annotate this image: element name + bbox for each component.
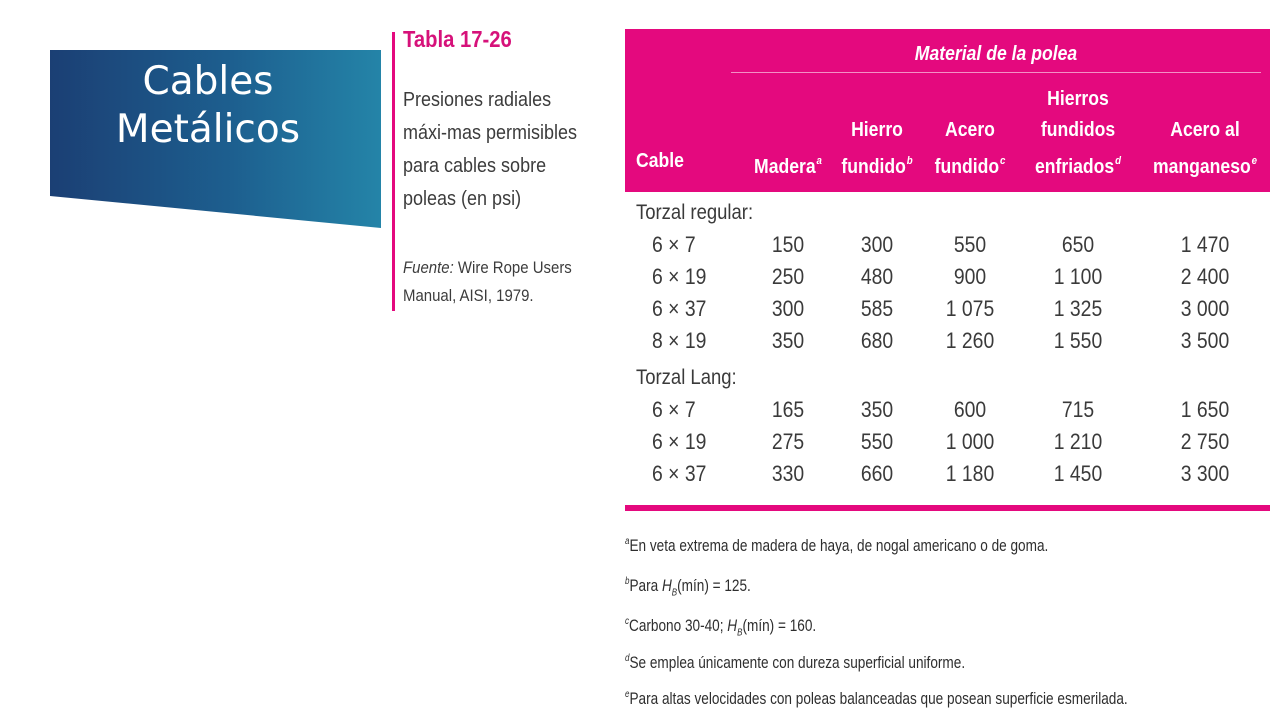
pressure-value: 330 <box>771 461 805 486</box>
hardness-symbol: H <box>727 616 738 635</box>
footnote-text: (mín) = 125. <box>677 576 751 595</box>
pressure-value: 1 450 <box>1053 461 1103 486</box>
hardness-subscript: B <box>671 587 678 599</box>
column-header-0-line-0 <box>636 146 706 177</box>
column-header-4-line-0 <box>1016 84 1139 115</box>
column-header-5-line-1 <box>1143 146 1266 183</box>
footnote-marker: d <box>1115 155 1122 167</box>
pressure-value: 275 <box>771 429 805 454</box>
footnote-text: Para <box>629 576 662 595</box>
footnote-text: En veta extrema de madera de haya, de nogal americano o de goma. <box>629 536 1049 555</box>
column-header-text: fundidos <box>1040 119 1116 141</box>
pressure-value: 3 500 <box>1180 328 1230 353</box>
column-header-text: manganeso <box>1152 156 1251 178</box>
pressure-value: 300 <box>771 296 805 321</box>
footnote-marker: a <box>816 155 822 167</box>
section-label: Torzal regular: <box>636 201 754 224</box>
column-header-text: Cable <box>636 150 684 172</box>
column-header-3-line-1 <box>908 146 1031 183</box>
table-source <box>403 254 579 310</box>
pressure-value: 1 325 <box>1053 296 1103 321</box>
pressure-value: 680 <box>860 328 894 353</box>
column-header-5-line-0 <box>1143 115 1266 146</box>
column-header-4-line-2 <box>1016 146 1139 183</box>
footnote-marker: e <box>625 689 630 700</box>
pressure-value: 1 075 <box>945 296 995 321</box>
pressure-value: 1 650 <box>1180 397 1230 422</box>
footnote-marker: c <box>625 616 629 627</box>
cable-name: 6 × 37 <box>652 296 707 321</box>
source-label: Fuente: <box>403 258 454 277</box>
column-header-text: Hierro <box>851 119 903 141</box>
pressure-value: 1 000 <box>945 429 995 454</box>
pressure-value: 550 <box>953 232 987 257</box>
footnote-text: Carbono 30-40; <box>629 616 728 635</box>
pressure-value: 165 <box>771 397 805 422</box>
cable-name: 6 × 7 <box>652 232 696 257</box>
column-header-4-line-1 <box>1016 115 1139 146</box>
pressure-value: 350 <box>860 397 894 422</box>
caption-rule <box>392 32 395 311</box>
pressure-value: 2 400 <box>1180 264 1230 289</box>
footnote-text: Se emplea únicamente con dureza superficial uniforme. <box>629 653 966 672</box>
pressure-value: 1 470 <box>1180 232 1230 257</box>
column-header-text: Hierros <box>1047 88 1109 110</box>
group-header: Material de la polea <box>914 43 1078 65</box>
pressure-value: 480 <box>860 264 894 289</box>
pressure-value: 1 260 <box>945 328 995 353</box>
column-header-text: Acero al <box>1170 119 1240 141</box>
column-header-text: fundido <box>841 156 906 178</box>
footnote-text: Para altas velocidades con poleas balanceadas que posean superficie esmerilada. <box>629 689 1128 708</box>
pressure-value: 1 180 <box>945 461 995 486</box>
footnote <box>625 530 1048 558</box>
section-label: Torzal Lang: <box>636 366 737 389</box>
column-header-3-line-0 <box>908 115 1031 146</box>
pressure-value: 350 <box>771 328 805 353</box>
cable-name: 6 × 7 <box>652 397 696 422</box>
footnote-marker: a <box>625 536 630 547</box>
table-description: Presiones radiales máxi-mas permisibles para cables sobre poleas (en psi) <box>403 89 578 210</box>
pressure-value: 1 100 <box>1053 264 1103 289</box>
pressure-value: 3 300 <box>1180 461 1230 486</box>
cable-name: 6 × 19 <box>652 264 707 289</box>
footnote-marker: c <box>1000 155 1006 167</box>
table-bottom-rule <box>625 505 1270 511</box>
pressure-value: 650 <box>1061 232 1095 257</box>
pressure-value: 715 <box>1061 397 1095 422</box>
column-header-text: Madera <box>754 156 816 178</box>
pressure-value: 660 <box>860 461 894 486</box>
footnote <box>625 610 816 645</box>
cable-name: 6 × 19 <box>652 429 707 454</box>
pressure-value: 600 <box>953 397 987 422</box>
pressure-value: 2 750 <box>1180 429 1230 454</box>
footnote-marker: e <box>1251 155 1258 167</box>
table-number: Tabla 17-26 <box>403 26 512 52</box>
pressure-value: 550 <box>860 429 894 454</box>
footnote-text: (mín) = 160. <box>742 616 817 635</box>
cable-name: 6 × 37 <box>652 461 707 486</box>
source-text: Wire Rope Users Manual, AISI, 1979. <box>403 258 572 305</box>
column-header-text: enfriados <box>1034 156 1115 178</box>
footnote-marker: b <box>625 576 630 587</box>
footnote <box>625 647 965 675</box>
pressure-value: 3 000 <box>1180 296 1230 321</box>
pressure-value: 300 <box>860 232 894 257</box>
pressure-value: 1 210 <box>1053 429 1103 454</box>
pressure-value: 150 <box>771 232 805 257</box>
footnote <box>625 683 1128 711</box>
hardness-symbol: H <box>661 576 672 595</box>
footnote-marker: d <box>625 653 630 664</box>
column-header-text: Acero <box>945 119 995 141</box>
hardness-subscript: B <box>737 627 743 639</box>
footnote <box>625 570 751 605</box>
group-header-rule <box>731 72 1261 73</box>
slide-title: Cables Metálicos <box>115 59 301 152</box>
footnote-marker: b <box>906 155 913 167</box>
pressure-value: 585 <box>860 296 894 321</box>
column-header-text: fundido <box>934 156 1000 178</box>
pressure-value: 900 <box>953 264 987 289</box>
cable-name: 8 × 19 <box>652 328 707 353</box>
pressure-value: 1 550 <box>1053 328 1103 353</box>
pressure-value: 250 <box>771 264 805 289</box>
